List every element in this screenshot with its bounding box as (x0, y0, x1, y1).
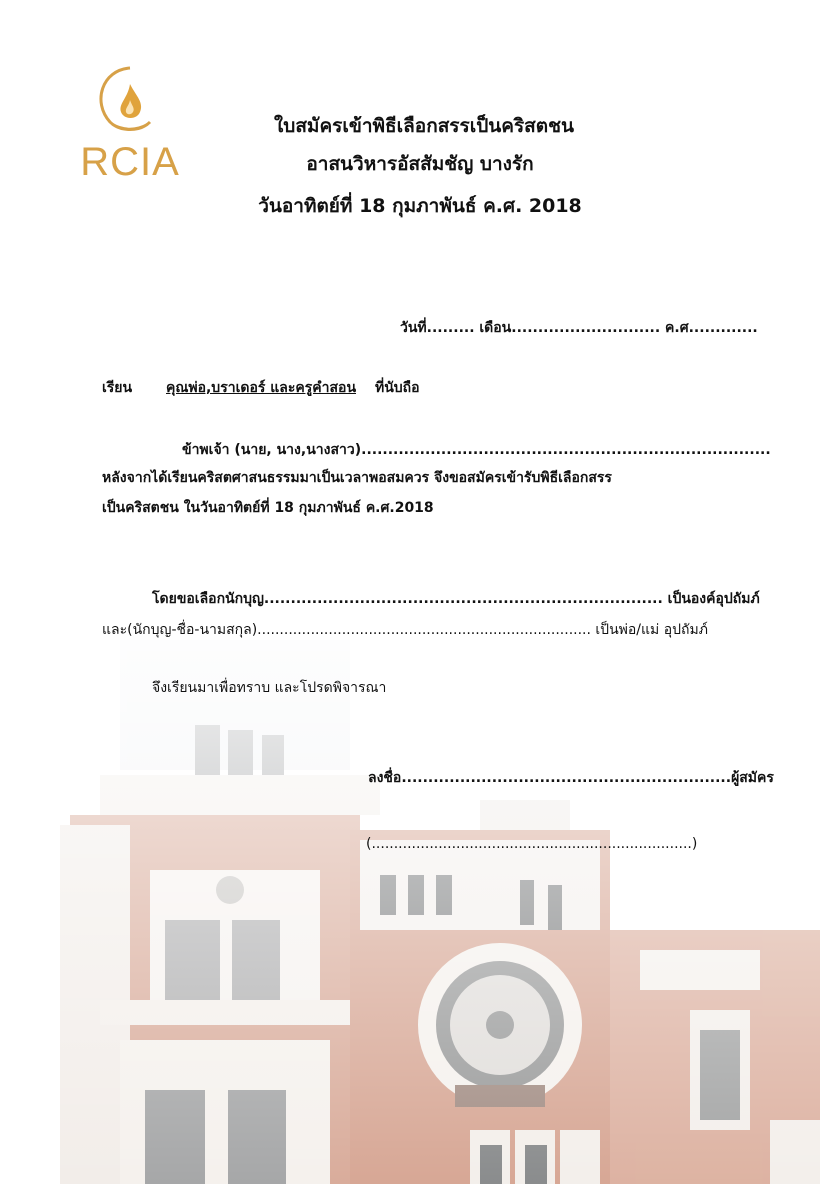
form-title: ใบสมัครเข้าพิธีเลือกสรรเป็นคริสตชน (274, 115, 574, 137)
printed-name-line: (........................................................................) (366, 836, 698, 852)
body-paragraph-line-2: เป็นคริสตชน ในวันอาทิตย์ที่ 18 กุมภาพันธ์ ค.ศ.2018 (102, 500, 434, 516)
form-subtitle-date: วันอาทิตย์ที่ 18 กุมภาพันธ์ ค.ศ. 2018 (258, 195, 582, 217)
cathedral-background-image (0, 600, 840, 1184)
sponsor-line: และ(นักบุญ-ชื่อ-นามสกุล)........................................................................... เป็นพ่อ/แม่ อุปถัมภ์ (102, 622, 708, 638)
closing-line: จึงเรียนมาเพื่อทราบ และโปรดพิจารณา (152, 680, 387, 696)
salutation-label: เรียน (102, 380, 133, 396)
form-subtitle-cathedral: อาสนวิหารอัสสัมชัญ บางรัก (306, 153, 534, 175)
salutation-addressee: คุณพ่อ,บราเดอร์ และครูคำสอน (166, 380, 357, 396)
patron-saint-line: โดยขอเลือกนักบุญ........................................................................... เป็นองค์อุปถัมภ์ (152, 591, 760, 607)
date-fill-line: วันที่......... เดือน............................ ค.ศ............. (400, 320, 758, 336)
signature-line: ลงชื่อ..............................................................ผู้สมัคร (368, 770, 774, 786)
salutation-suffix: ที่นับถือ (375, 380, 420, 396)
applicant-name-line: ข้าพเจ้า (นาย, นาง,นางสาว)............................................................................. (182, 442, 771, 458)
body-paragraph-line-1: หลังจากได้เรียนคริสตศาสนธรรมมาเป็นเวลาพอสมควร จึงขอสมัครเข้ารับพิธีเลือกสรร (102, 470, 612, 486)
logo-text: RCIA (80, 140, 180, 184)
